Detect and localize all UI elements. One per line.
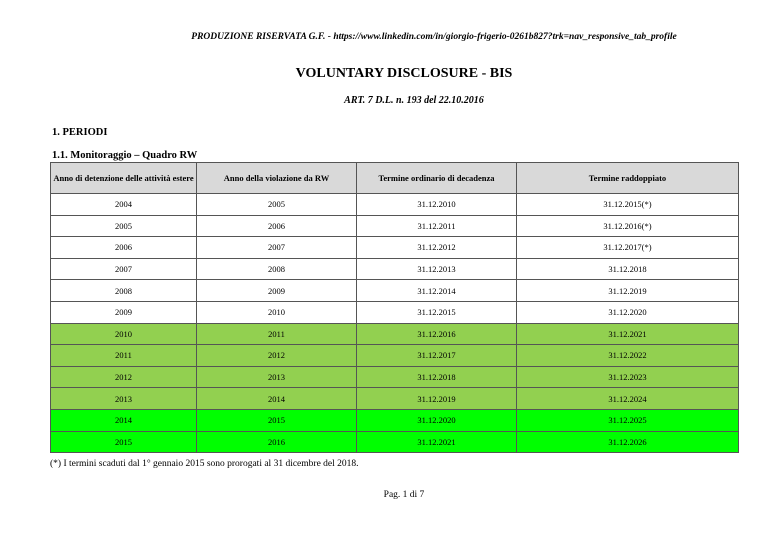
table-row: [51, 345, 739, 367]
table-cell: 31.12.2017: [357, 345, 517, 367]
table-cell: 2009: [51, 301, 197, 323]
periods-table: [50, 162, 739, 453]
table-cell: 31.12.2015(*): [517, 194, 739, 216]
table-cell: 2016: [197, 431, 357, 453]
table-cell: 31.12.2016: [357, 323, 517, 345]
table-cell: 2007: [197, 237, 357, 259]
header-termine-ordinario: Termine ordinario di decadenza: [357, 163, 517, 194]
table-row: [51, 323, 739, 345]
table-cell: 2004: [51, 194, 197, 216]
table-cell: 31.12.2013: [357, 258, 517, 280]
table-cell: 2014: [51, 409, 197, 431]
table-cell: 2012: [51, 366, 197, 388]
table-header-row: [51, 163, 739, 194]
table-cell: 31.12.2022: [517, 345, 739, 367]
table-cell: 31.12.2014: [357, 280, 517, 302]
table-cell: 31.12.2020: [357, 409, 517, 431]
table-cell: 31.12.2018: [517, 258, 739, 280]
table-row: [51, 258, 739, 280]
table-cell: 2007: [51, 258, 197, 280]
table-cell: 2008: [197, 258, 357, 280]
table-body: [51, 194, 739, 453]
table-cell: 2006: [51, 237, 197, 259]
table-cell: 2015: [197, 409, 357, 431]
table-cell: 2006: [197, 215, 357, 237]
footnote: (*) I termini scaduti dal 1° gennaio 2015 sono prorogati al 31 dicembre del 2018.: [50, 459, 359, 469]
section-title: 1. PERIODI: [52, 127, 108, 138]
table-cell: 31.12.2018: [357, 366, 517, 388]
table-cell: 31.12.2011: [357, 215, 517, 237]
document-title: VOLUNTARY DISCLOSURE - BIS: [295, 66, 513, 81]
table-cell: 31.12.2021: [357, 431, 517, 453]
table-row: [51, 301, 739, 323]
table-cell: 2008: [51, 280, 197, 302]
table-cell: 31.12.2017(*): [517, 237, 739, 259]
table-cell: 31.12.2025: [517, 409, 739, 431]
table-cell: 31.12.2019: [517, 280, 739, 302]
table-cell: 2012: [197, 345, 357, 367]
header-termine-raddoppiato: Termine raddoppiato: [517, 163, 739, 194]
table-cell: 31.12.2024: [517, 388, 739, 410]
table-cell: 2013: [51, 388, 197, 410]
subsection-title: 1.1. Monitoraggio – Quadro RW: [52, 150, 198, 161]
table-cell: 2010: [51, 323, 197, 345]
table-cell: 2015: [51, 431, 197, 453]
table-cell: 2010: [197, 301, 357, 323]
table-row: [51, 215, 739, 237]
table-cell: 2009: [197, 280, 357, 302]
table-cell: 31.12.2019: [357, 388, 517, 410]
table-cell: 31.12.2012: [357, 237, 517, 259]
table-row: [51, 388, 739, 410]
table-cell: 31.12.2016(*): [517, 215, 739, 237]
table-row: [51, 431, 739, 453]
table-cell: 31.12.2015: [357, 301, 517, 323]
page-number: Pag. 1 di 7: [383, 490, 425, 500]
table-cell: 2011: [51, 345, 197, 367]
document-subtitle: ART. 7 D.L. n. 193 del 22.10.2016: [344, 95, 484, 106]
table-cell: 2013: [197, 366, 357, 388]
header-anno-violazione: Anno della violazione da RW: [197, 163, 357, 194]
table-cell: 31.12.2023: [517, 366, 739, 388]
table-row: [51, 237, 739, 259]
header-anno-detenzione: Anno di detenzione delle attività estere: [51, 163, 197, 194]
table-row: [51, 194, 739, 216]
table-row: [51, 366, 739, 388]
table-cell: 31.12.2010: [357, 194, 517, 216]
table-row: [51, 280, 739, 302]
table-cell: 2011: [197, 323, 357, 345]
table-cell: 2005: [197, 194, 357, 216]
table-cell: 2005: [51, 215, 197, 237]
table-cell: 2014: [197, 388, 357, 410]
table-cell: 31.12.2021: [517, 323, 739, 345]
header-note: PRODUZIONE RISERVATA G.F. - https://www.linkedin.com/in/giorgio-frigerio-0261b827?trk=nav_responsive_tab_profile: [191, 32, 677, 42]
table-cell: 31.12.2020: [517, 301, 739, 323]
table-row: [51, 409, 739, 431]
table-cell: 31.12.2026: [517, 431, 739, 453]
